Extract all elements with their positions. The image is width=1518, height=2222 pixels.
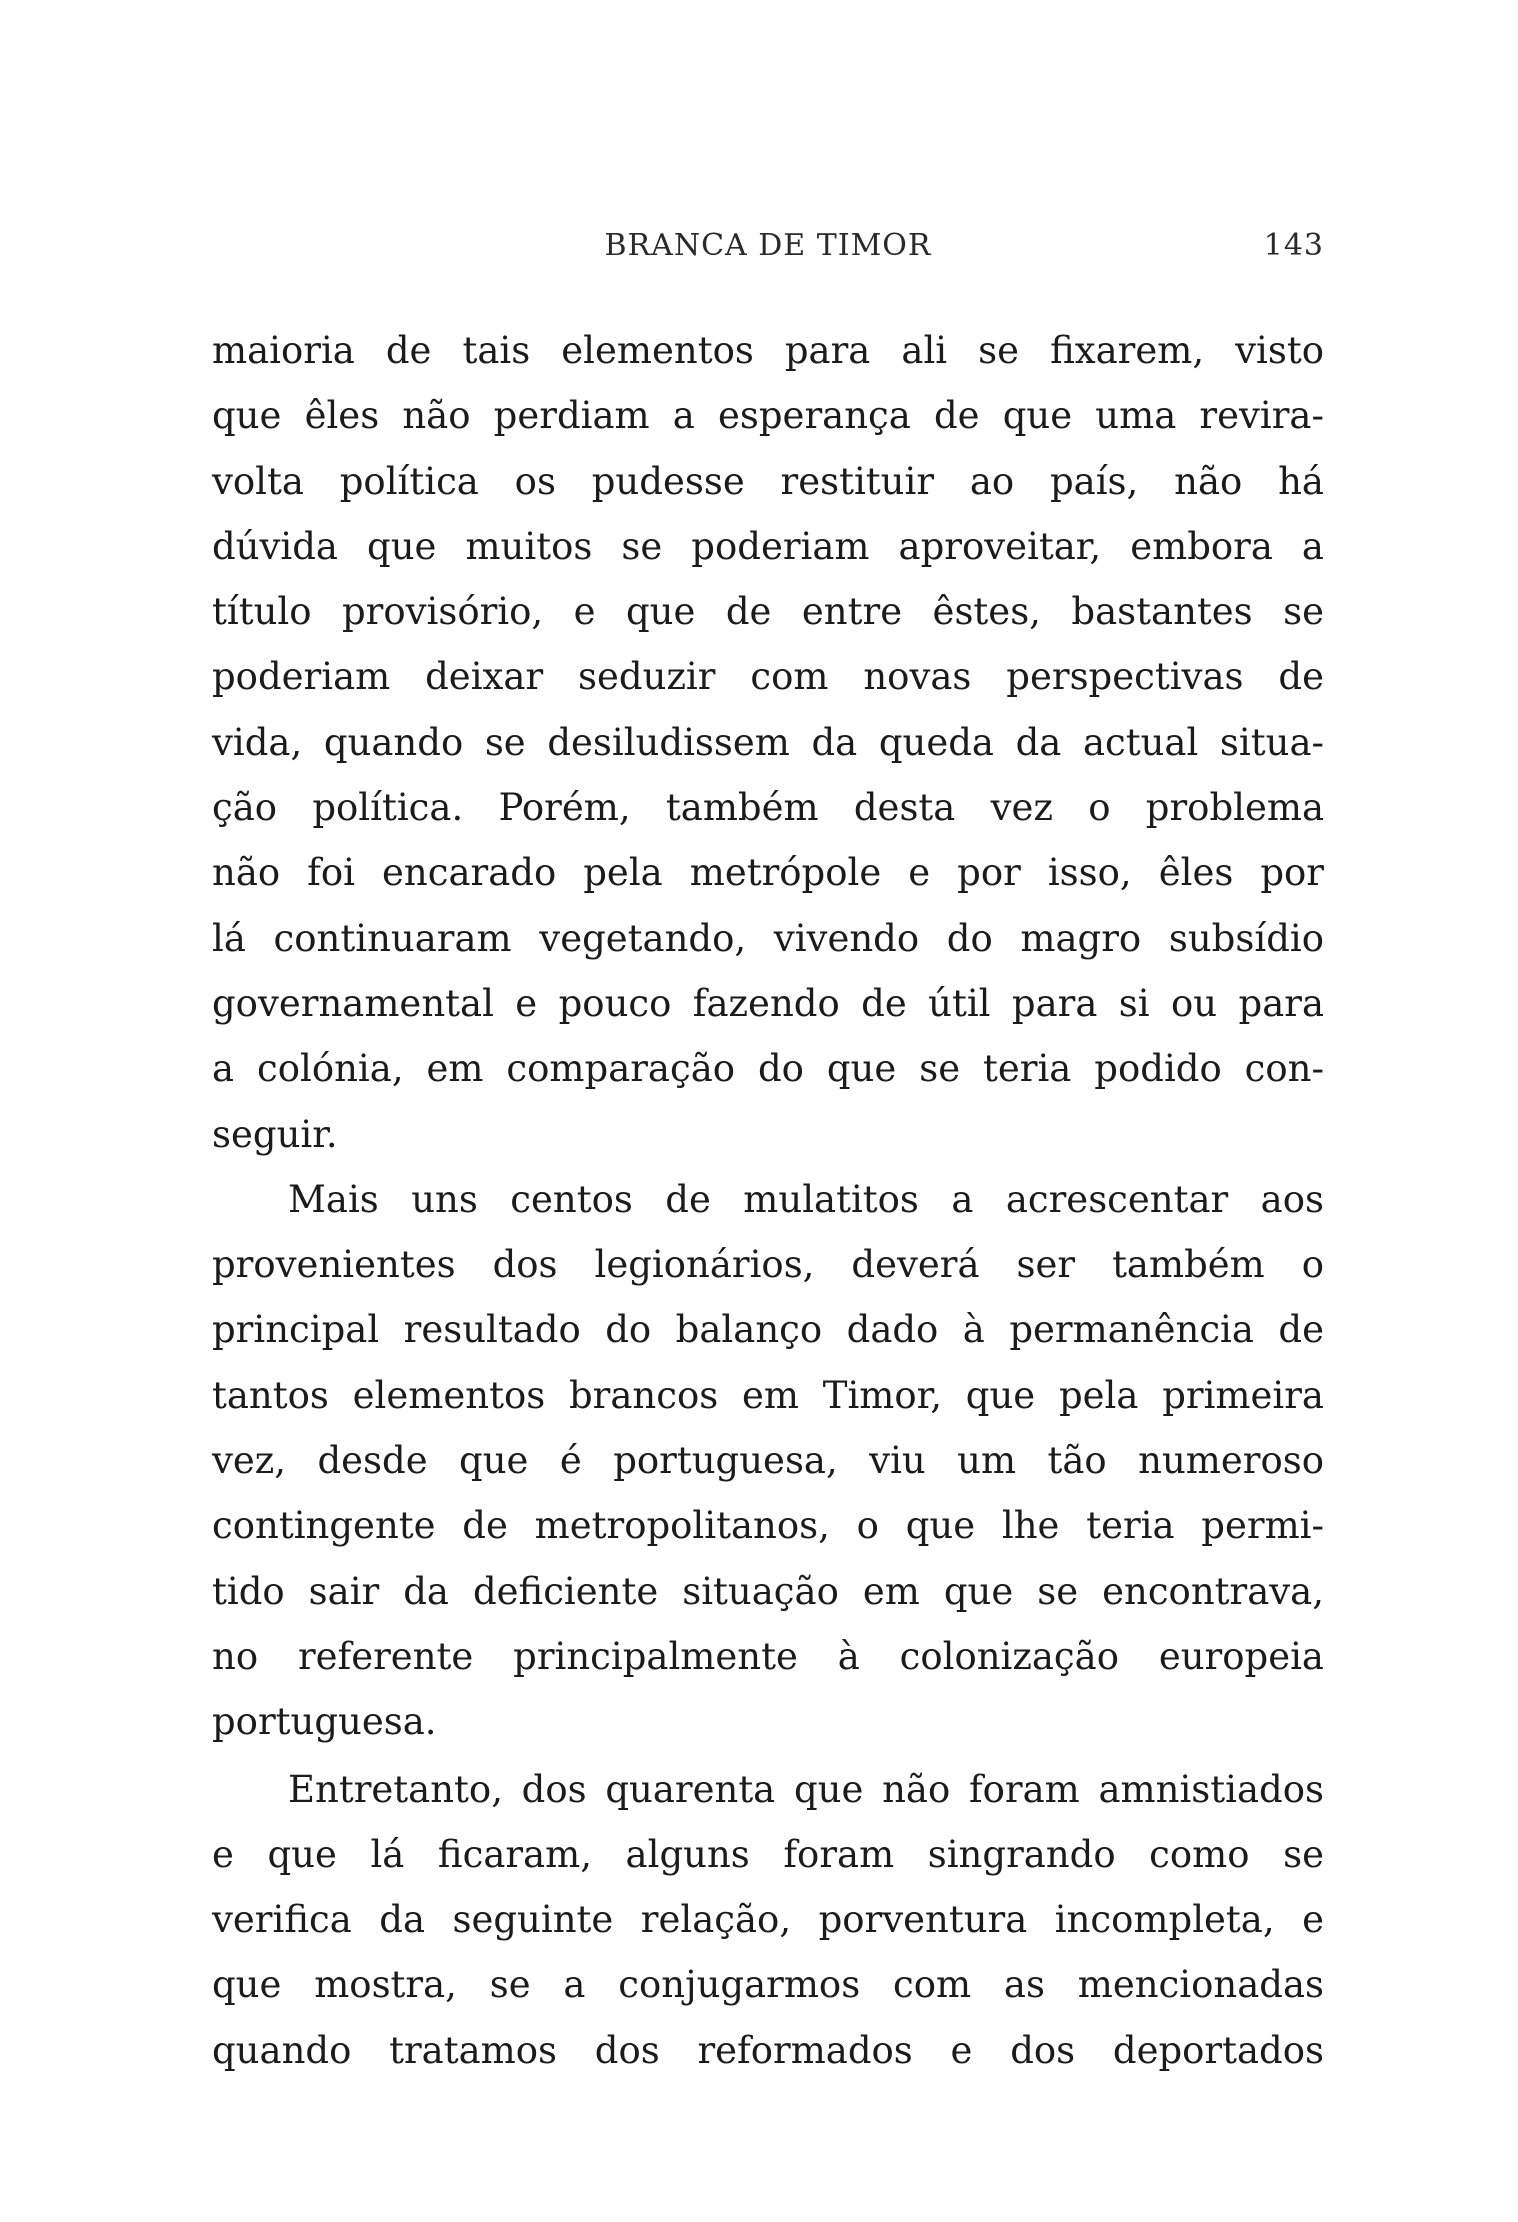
text-line: que êles não perdiam a esperança de que uma revira- [212, 394, 1324, 438]
text-line: vez, desde que é portuguesa, viu um tão numeroso [212, 1439, 1324, 1483]
text-line: provenientes dos legionários, deverá ser também o [212, 1243, 1324, 1287]
paragraph-2 [212, 1167, 1324, 1755]
text-line: lá continuaram vegetando, vivendo do magro subsídio [212, 916, 1324, 960]
text-line: poderiam deixar seduzir com novas perspectivas de [212, 655, 1324, 699]
text-line: dúvida que muitos se poderiam aproveitar, embora a [212, 524, 1324, 568]
text-line: verifica da seguinte relação, porventura incompleta, e [212, 1898, 1324, 1942]
page-number: 143 [1263, 228, 1324, 263]
text-line: maioria de tais elementos para ali se fixarem, visto [212, 329, 1324, 372]
text-line: portuguesa. [212, 1700, 437, 1744]
text-line: que mostra, se a conjugarmos com as mencionadas [212, 1963, 1324, 2007]
text-line: volta política os pudesse restituir ao país, não há [212, 459, 1324, 503]
text-line: Mais uns centos de mulatitos a acrescentar aos [288, 1177, 1324, 1221]
text-line: tantos elementos brancos em Timor, que pela primeira [212, 1373, 1324, 1417]
running-head [212, 228, 1324, 272]
text-line: principal resultado do balanço dado à permanência de [212, 1308, 1324, 1352]
text-line: Entretanto, dos quarenta que não foram amnistiados [288, 1767, 1324, 1811]
paragraph-1 [212, 318, 1324, 1167]
text-line: no referente principalmente à colonização europeia [212, 1634, 1324, 1678]
text-line: tido sair da deficiente situação em que se encontrava, [212, 1569, 1324, 1613]
text-line: título provisório, e que de entre êstes, bastantes se [212, 590, 1324, 634]
text-line: quando tratamos dos reformados e dos deportados [212, 2028, 1324, 2072]
text-line: ção política. Porém, também desta vez o problema [212, 786, 1324, 830]
paragraph-3 [212, 1757, 1324, 2083]
text-line: não foi encarado pela metrópole e por isso, êles por [212, 851, 1324, 895]
text-line: vida, quando se desiludissem da queda da actual situa- [212, 720, 1324, 764]
text-line: a colónia, em comparação do que se teria podido con- [212, 1047, 1324, 1091]
text-line: seguir. [212, 1112, 338, 1156]
body-text [212, 318, 1324, 2083]
text-line: contingente de metropolitanos, o que lhe teria permi- [212, 1504, 1324, 1548]
text-line: e que lá ficaram, alguns foram singrando como se [212, 1832, 1324, 1876]
text-line: governamental e pouco fazendo de útil para si ou para [212, 981, 1324, 1025]
running-head-title: BRANCA DE TIMOR [604, 228, 932, 263]
